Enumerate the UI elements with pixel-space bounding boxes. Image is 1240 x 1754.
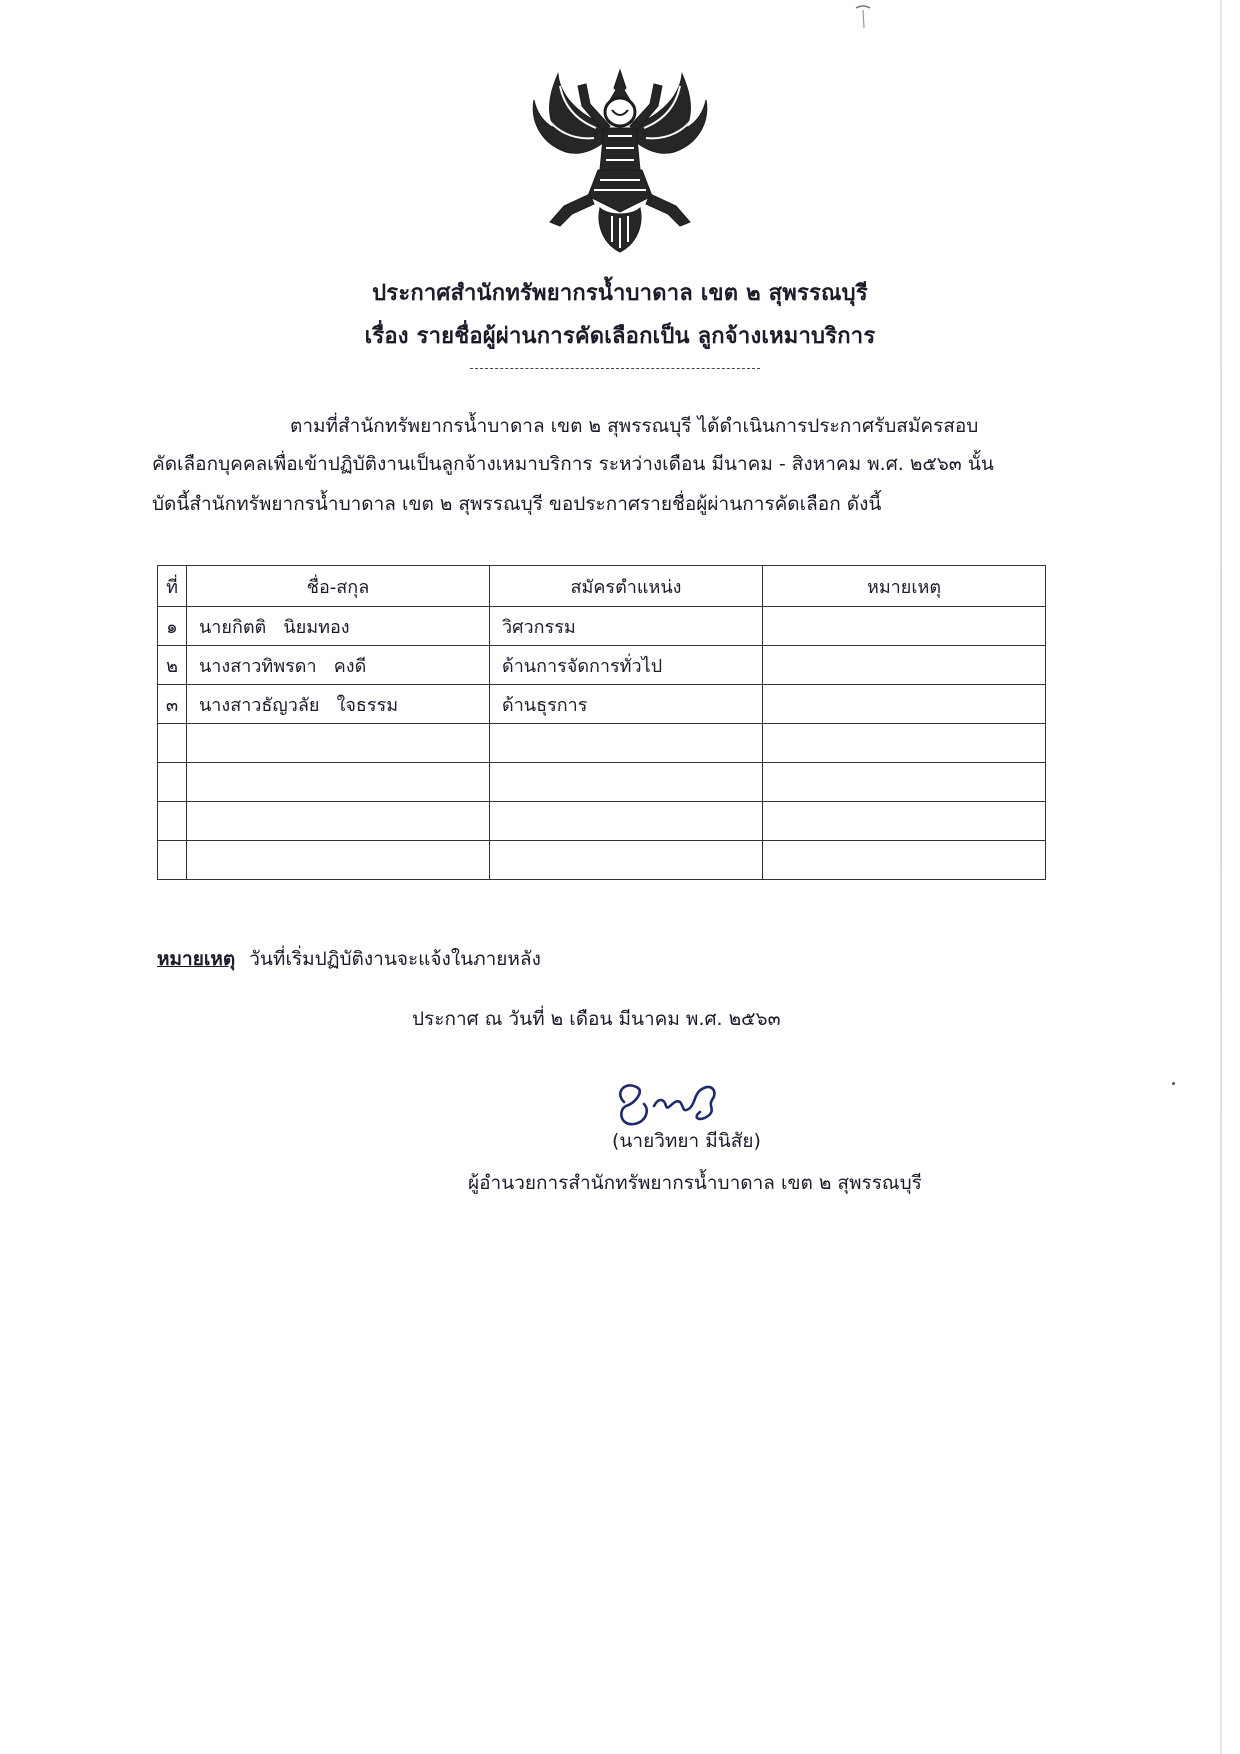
- handwritten-signature: [604, 1062, 744, 1134]
- cell-name: [187, 724, 490, 763]
- column-header-position: สมัครตำแหน่ง: [490, 566, 763, 607]
- body-paragraph-line-2: คัดเลือกบุคคลเพื่อเข้าปฏิบัติงานเป็นลูกจ้างเหมาบริการ ระหว่างเดือน มีนาคม - สิงหาคม พ.ศ. ๒๕๖๓ นั้น: [152, 453, 994, 475]
- cell-position: ด้านการจัดการทั่วไป: [490, 646, 763, 685]
- scan-edge-divider: [1220, 0, 1222, 1754]
- announcement-subject: เรื่อง รายชื่อผู้ผ่านการคัดเลือกเป็น ลูกจ้างเหมาบริการ: [364, 324, 876, 349]
- cell-name: นางสาวทิพรดา คงดี: [187, 646, 490, 685]
- table-row: [158, 685, 1046, 724]
- cell-no: [158, 841, 187, 880]
- remark-note: [157, 944, 541, 974]
- table-header-row: [158, 566, 1046, 607]
- cell-no: ๒: [158, 646, 187, 685]
- announcement-title: ประกาศสำนักทรัพยากรน้ำบาดาล เขต ๒ สุพรรณบุรี: [372, 281, 868, 306]
- cell-name: [187, 802, 490, 841]
- cell-remark: [763, 724, 1046, 763]
- cell-name: นางสาวธัญวลัย ใจธรรม: [187, 685, 490, 724]
- cell-remark: [763, 646, 1046, 685]
- cell-position: [490, 841, 763, 880]
- cell-remark: [763, 802, 1046, 841]
- cell-name: นายกิตติ นิยมทอง: [187, 607, 490, 646]
- table-row: [158, 841, 1046, 880]
- body-paragraph-line-1: ตามที่สำนักทรัพยากรน้ำบาดาล เขต ๒ สุพรรณบุรี ได้ดำเนินการประกาศรับสมัครสอบ: [290, 415, 979, 437]
- table-row: [158, 646, 1046, 685]
- cell-remark: [763, 685, 1046, 724]
- cell-position: ด้านธุรการ: [490, 685, 763, 724]
- signer-name: (นายวิทยา มีนิสัย): [612, 1130, 761, 1152]
- cell-name: [187, 763, 490, 802]
- cell-remark: [763, 763, 1046, 802]
- cell-no: ๓: [158, 685, 187, 724]
- signer-title: ผู้อำนวยการสำนักทรัพยากรน้ำบาดาล เขต ๒ สุพรรณบุรี: [468, 1172, 922, 1194]
- cell-remark: [763, 841, 1046, 880]
- column-header-name: ชื่อ-สกุล: [187, 566, 490, 607]
- remark-note-label: หมายเหตุ: [157, 948, 236, 970]
- table-row: [158, 607, 1046, 646]
- announcement-date: ประกาศ ณ วันที่ ๒ เดือน มีนาคม พ.ศ. ๒๕๖๓: [412, 1008, 781, 1030]
- scan-mark-icon: [852, 4, 874, 30]
- garuda-emblem-icon: [520, 66, 720, 256]
- cell-position: [490, 763, 763, 802]
- table-row: [158, 802, 1046, 841]
- remark-note-text: วันที่เริ่มปฏิบัติงานจะแจ้งในภายหลัง: [249, 948, 541, 970]
- dashed-divider: [470, 368, 760, 369]
- body-paragraph-line-3: บัดนี้สำนักทรัพยากรน้ำบาดาล เขต ๒ สุพรรณบุรี ขอประกาศรายชื่อผู้ผ่านการคัดเลือก ดังนี้: [152, 493, 882, 515]
- table-row: [158, 763, 1046, 802]
- cell-position: [490, 802, 763, 841]
- cell-position: วิศวกรรม: [490, 607, 763, 646]
- table-row: [158, 724, 1046, 763]
- cell-no: [158, 763, 187, 802]
- cell-remark: [763, 607, 1046, 646]
- scan-speck: [1172, 1082, 1175, 1085]
- column-header-no: ที่: [158, 566, 187, 607]
- cell-no: [158, 724, 187, 763]
- column-header-remark: หมายเหตุ: [763, 566, 1046, 607]
- cell-position: [490, 724, 763, 763]
- cell-name: [187, 841, 490, 880]
- cell-no: [158, 802, 187, 841]
- selected-candidates-table: [157, 565, 1046, 880]
- cell-no: ๑: [158, 607, 187, 646]
